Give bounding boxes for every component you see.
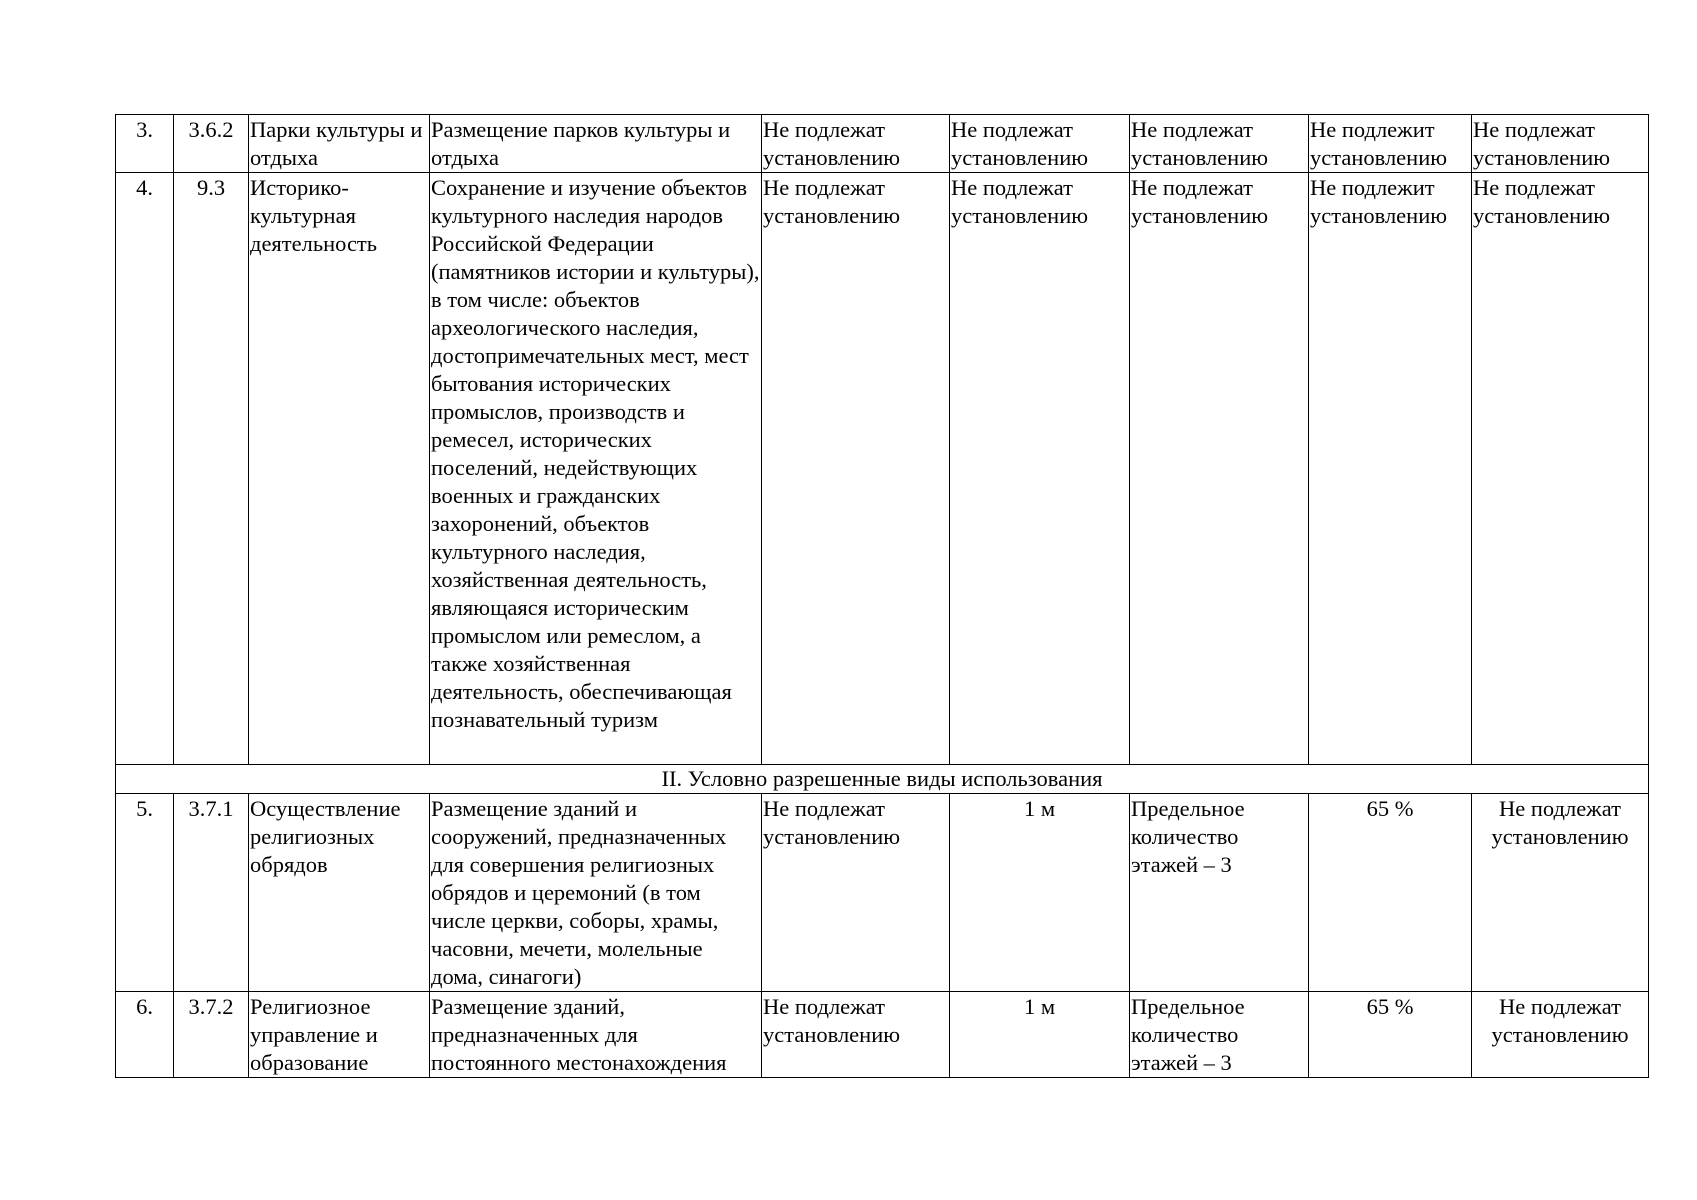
table-row	[116, 992, 1649, 1078]
column-9-value: Не подлежат установлению	[1472, 115, 1649, 173]
row-number: 4.	[116, 173, 174, 765]
column-7-value: Предельное количество этажей – 3	[1130, 992, 1309, 1078]
row-number: 3.	[116, 115, 174, 173]
column-7-value: Не подлежат установлению	[1130, 173, 1309, 765]
use-name: Историко-культурная деятельность	[249, 173, 430, 765]
use-description: Размещение зданий и сооружений, предназначенных для совершения религиозных обрядов и церемоний (в том числе церкви, соборы, храмы, часовни, мечети, молельные дома, синагоги)	[430, 794, 762, 992]
column-8-value: 65 %	[1309, 992, 1472, 1078]
use-description: Размещение зданий, предназначенных для постоянного местонахождения	[430, 992, 762, 1078]
row-number: 5.	[116, 794, 174, 992]
use-description: Сохранение и изучение объектов культурного наследия народов Российской Федерации (памятников истории и культуры), в том числе: объектов археологического наследия, достопримечательных мест, мест бытования исторических промыслов, производств и ремесел, исторических поселений, недействующих военных и гражданских захоронений, объектов культурного наследия, хозяйственная деятельность, являющаяся историческим промыслом или ремеслом, а также хозяйственная деятельность, обеспечивающая познавательный туризм	[430, 173, 762, 765]
use-code: 3.7.2	[174, 992, 249, 1078]
use-code: 3.6.2	[174, 115, 249, 173]
use-name: Парки культуры и отдыха	[249, 115, 430, 173]
column-8-value: Не подлежит установлению	[1309, 173, 1472, 765]
column-6-value: 1 м	[950, 992, 1130, 1078]
table-row	[116, 173, 1649, 765]
column-8-value: Не подлежит установлению	[1309, 115, 1472, 173]
column-6-value: 1 м	[950, 794, 1130, 992]
column-9-value: Не подлежат установлению	[1472, 794, 1649, 992]
column-5-value: Не подлежат установлению	[762, 115, 950, 173]
column-6-value: Не подлежат установлению	[950, 173, 1130, 765]
column-9-value: Не подлежат установлению	[1472, 992, 1649, 1078]
use-name: Религиозное управление и образование	[249, 992, 430, 1078]
column-5-value: Не подлежат установлению	[762, 173, 950, 765]
table-row	[116, 115, 1649, 173]
table-row	[116, 794, 1649, 992]
column-7-value: Предельное количество этажей – 3	[1130, 794, 1309, 992]
section-heading: II. Условно разрешенные виды использования	[116, 765, 1649, 794]
section-heading-row	[116, 765, 1649, 794]
use-name: Осуществление религиозных обрядов	[249, 794, 430, 992]
column-7-value: Не подлежат установлению	[1130, 115, 1309, 173]
column-5-value: Не подлежат установлению	[762, 992, 950, 1078]
use-code: 9.3	[174, 173, 249, 765]
land-use-table	[115, 114, 1649, 1078]
column-8-value: 65 %	[1309, 794, 1472, 992]
use-code: 3.7.1	[174, 794, 249, 992]
column-9-value: Не подлежат установлению	[1472, 173, 1649, 765]
row-number: 6.	[116, 992, 174, 1078]
column-5-value: Не подлежат установлению	[762, 794, 950, 992]
use-description: Размещение парков культуры и отдыха	[430, 115, 762, 173]
column-6-value: Не подлежат установлению	[950, 115, 1130, 173]
